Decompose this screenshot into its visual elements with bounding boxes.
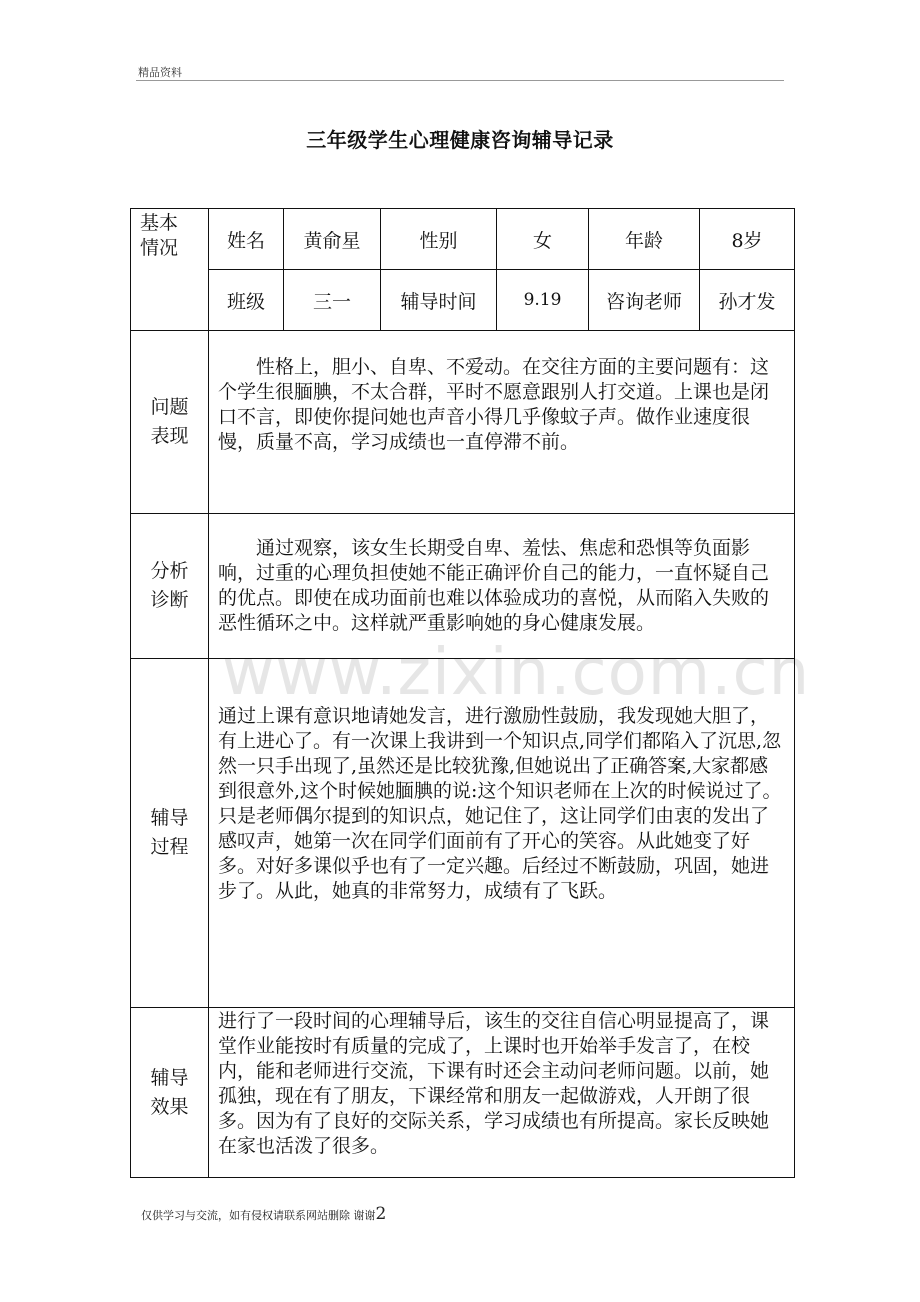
name-label: 姓名 bbox=[209, 209, 284, 270]
page-title: 三年级学生心理健康咨询辅导记录 bbox=[306, 128, 614, 152]
header-divider bbox=[136, 80, 784, 81]
time-value: 9.19 bbox=[497, 270, 589, 331]
page-number: 2 bbox=[375, 1204, 387, 1224]
header-label: 精品资料 bbox=[138, 66, 182, 79]
class-label: 班级 bbox=[209, 270, 284, 331]
process-text-cell bbox=[209, 659, 795, 1008]
teacher-value: 孙才发 bbox=[700, 270, 795, 331]
name-value: 黄俞星 bbox=[284, 209, 381, 270]
problem-row bbox=[131, 331, 795, 514]
effect-row bbox=[131, 1008, 795, 1178]
age-value: 8岁 bbox=[700, 209, 795, 270]
basic-info-row-1 bbox=[131, 209, 795, 270]
analysis-row bbox=[131, 514, 795, 659]
process-row bbox=[131, 659, 795, 1008]
effect-text-cell bbox=[209, 1008, 795, 1178]
basic-info-row-2 bbox=[131, 270, 795, 331]
footer-text: 仅供学习与交流，如有侵权请联系网站删除 谢谢 bbox=[141, 1209, 376, 1222]
gender-label: 性别 bbox=[381, 209, 497, 270]
analysis-text: 通过观察，该女生长期受自卑、羞怯、焦虑和恐惧等负面影响，过重的心理负担使她不能正确评价自己的能力，一直怀疑自己的优点。即使在成功面前也难以体验成功的喜悦，从而陷入失败的恶性循环之中。这样就严重影响她的身心健康发展。 bbox=[218, 537, 770, 634]
basic-info-label: 基本 情况 bbox=[131, 209, 209, 331]
watermark: www.zixin.com.cn bbox=[222, 636, 811, 710]
analysis-text-cell bbox=[209, 514, 795, 659]
problem-text-cell bbox=[209, 331, 795, 514]
class-value: 三一 bbox=[284, 270, 381, 331]
gender-value: 女 bbox=[497, 209, 589, 270]
problem-label: 问题 表现 bbox=[131, 331, 209, 514]
analysis-label: 分析 诊断 bbox=[131, 514, 209, 659]
process-text: 通过上课有意识地请她发言，进行激励性鼓励，我发现她大胆了，有上进心了。有一次课上我讲到一个知识点,同学们都陷入了沉思,忽然一只手出现了,虽然还是比较犹豫,但她说出了正确答案,大家都感到很意外,这个时候她腼腆的说:这个知识老师在上次的时候说过了。只是老师偶尔提到的知识点，她记住了，这让同学们由衷的发出了感叹声，她第一次在同学们面前有了开心的笑容。从此她变了好多。对好多课似乎也有了一定兴趣。后经过不断鼓励，巩固，她进步了。从此，她真的非常努力，成绩有了飞跃。 bbox=[218, 705, 782, 902]
problem-text: 性格上，胆小、自卑、不爱动。在交往方面的主要问题有：这个学生很腼腆，不太合群，平时不愿意跟别人打交道。上课也是闭口不言，即使你提问她也声音小得几乎像蚊子声。做作业速度很慢，质量不高，学习成绩也一直停滞不前。 bbox=[218, 356, 770, 453]
age-label: 年龄 bbox=[589, 209, 700, 270]
counseling-record-table bbox=[130, 208, 795, 1178]
teacher-label: 咨询老师 bbox=[589, 270, 700, 331]
effect-label: 辅导 效果 bbox=[131, 1008, 209, 1178]
effect-text: 进行了一段时间的心理辅导后，该生的交往自信心明显提高了，课堂作业能按时有质量的完成了，上课时也开始举手发言了，在校内，能和老师进行交流，下课有时还会主动问老师问题。以前，她孤独，现在有了朋友，下课经常和朋友一起做游戏，人开朗了很多。因为有了良好的交际关系，学习成绩也有所提高。家长反映她在家也活泼了很多。 bbox=[218, 1010, 770, 1157]
footer bbox=[141, 1204, 386, 1224]
time-label: 辅导时间 bbox=[381, 270, 497, 331]
process-label: 辅导 过程 bbox=[131, 659, 209, 1008]
